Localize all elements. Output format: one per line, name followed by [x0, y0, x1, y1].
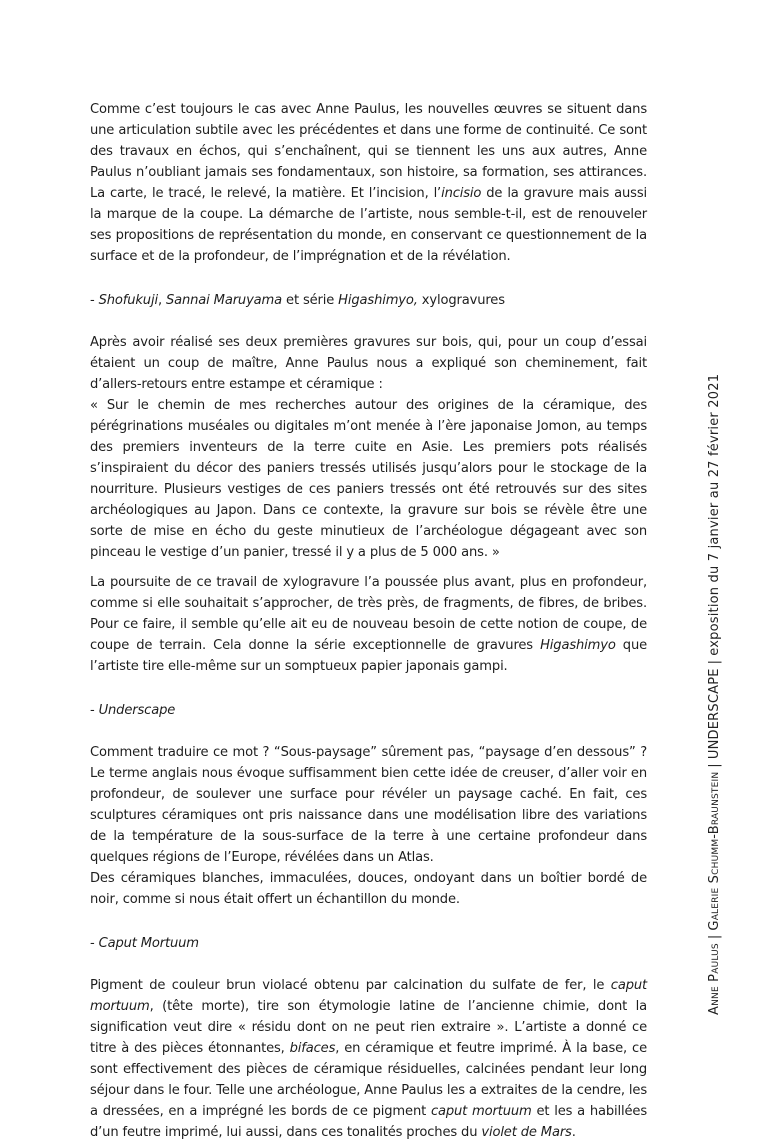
- gallery-name: Galerie Schumm-Braunstein: [707, 771, 722, 931]
- paragraph-sous-paysage: Comment traduire ce mot ? “Sous-paysage” sûrement pas, “paysage d’en dessous” ? Le terme anglais nous évoque suffisamment bien cette idée de creuser, d’aller voir en profondeur, de soulever une surface pour révéler un paysage caché. En fait, ces sculptures céramiques ont pris naissance dans une modélisation libre des variations de la température de la sous-surface de la terre à une certaine profondeur dans quelques régions de l’Europe, révélées dans un Atlas.: [90, 745, 647, 865]
- paragraph-cheminement: Après avoir réalisé ses deux premières gravures sur bois, qui, pour un coup d’essai étaient un coup de maître, Anne Paulus nous a expliqué son cheminement, fait d’allers-retours entre estampe et céramique :: [90, 335, 647, 392]
- paragraph-pigment: Pigment de couleur brun violacé obtenu par calcination du sulfate de fer, le caput mortuum, (tête morte), tire son étymologie latine de l’ancienne chimie, dont la signification veut dire « résidu dont on ne peut rien extraire ». L’artiste a donné ce titre à des pièces étonnantes, bifaces, en céramique et feutre imprimé. À la base, ce sont effectivement des pièces de céramique résiduelles, calcinées pendant leur long séjour dans le four. Telle une archéologue, Anne Paulus les a extraites de la cendre, les a dressées, en a imprégné les bords de ce pigment caput mortuum et les a habillées d’un feutre imprimé, lui aussi, dans ces tonalités proches du violet de Mars.: [90, 978, 647, 1140]
- paragraph-higashimyo: La poursuite de ce travail de xylogravure l’a poussée plus avant, plus en profondeur, comme si elle souhaitait s’approcher, de très près, de fragments, de fibres, de bribes. Pour ce faire, il semble qu’elle ait eu de nouveau besoin de cette notion de coupe, de coupe de terrain. Cela donne la série exceptionnelle de gravures Higashimyo que l’artiste tire elle-même sur un somptueux papier japonais gampi.: [90, 575, 648, 674]
- vertical-page-header: [698, 374, 732, 1015]
- separator: |: [707, 763, 722, 768]
- exhibition-title: UNDERSCAPE: [707, 668, 722, 760]
- section-heading-xylogravures: - Shofukuji, Sannai Maruyama et série Higashimyo, xylogravures: [90, 293, 505, 308]
- separator: |: [707, 659, 722, 665]
- paragraph-ceramiques-blanches: Des céramiques blanches, immaculées, douces, ondoyant dans un boîtier bordé de noir, comme si nous était offert un échantillon du monde.: [90, 871, 647, 907]
- intro-paragraph: Comme c’est toujours le cas avec Anne Paulus, les nouvelles œuvres se situent dans une articulation subtile avec les précédentes et dans une forme de continuité. Ce sont des travaux en échos, qui s’enchaînent, qui se tiennent les uns aux autres, Anne Paulus n’oubliant jamais ses fondamentaux, son histoire, sa formation, ses attirances. La carte, le tracé, le relevé, la matière. Et l’incision, l’incisio de la gravure mais aussi la marque de la coupe. La démarche de l’artiste, nous semble-t-il, est de renouveler ses propositions de représentation du monde, en conservant ce questionnement de la surface et de la profondeur, de l’imprégnation et de la révélation.: [90, 102, 647, 264]
- separator: |: [707, 934, 722, 940]
- section-heading-caput-mortuum: - Caput Mortuum: [90, 936, 199, 951]
- exhibition-dates: exposition du 7 janvier au 27 février 2021: [707, 373, 722, 656]
- article-body: [90, 99, 647, 1143]
- artist-quote: « Sur le chemin de mes recherches autour des origines de la céramique, des pérégrinations muséales ou digitales m’ont menée à l’ère japonaise Jomon, au temps des premiers inventeurs de la terre cuite en Asie. Les premiers pots réalisés s’inspiraient du décor des paniers tressés utilisés jusqu’alors pour le stockage de la nourriture. Plusieurs vestiges de ces paniers tressés ont été retrouvés sur des sites archéologiques au Japon. Dans ce contexte, la gravure sur bois se révèle être une sorte de mise en écho du geste minutieux de l’archéologue dégageant avec son pinceau le vestige d’un panier, tressé il y a plus de 5 000 ans. »: [90, 398, 647, 560]
- section-heading-underscape: - Underscape: [90, 703, 176, 718]
- artist-name: Anne Paulus: [707, 943, 722, 1015]
